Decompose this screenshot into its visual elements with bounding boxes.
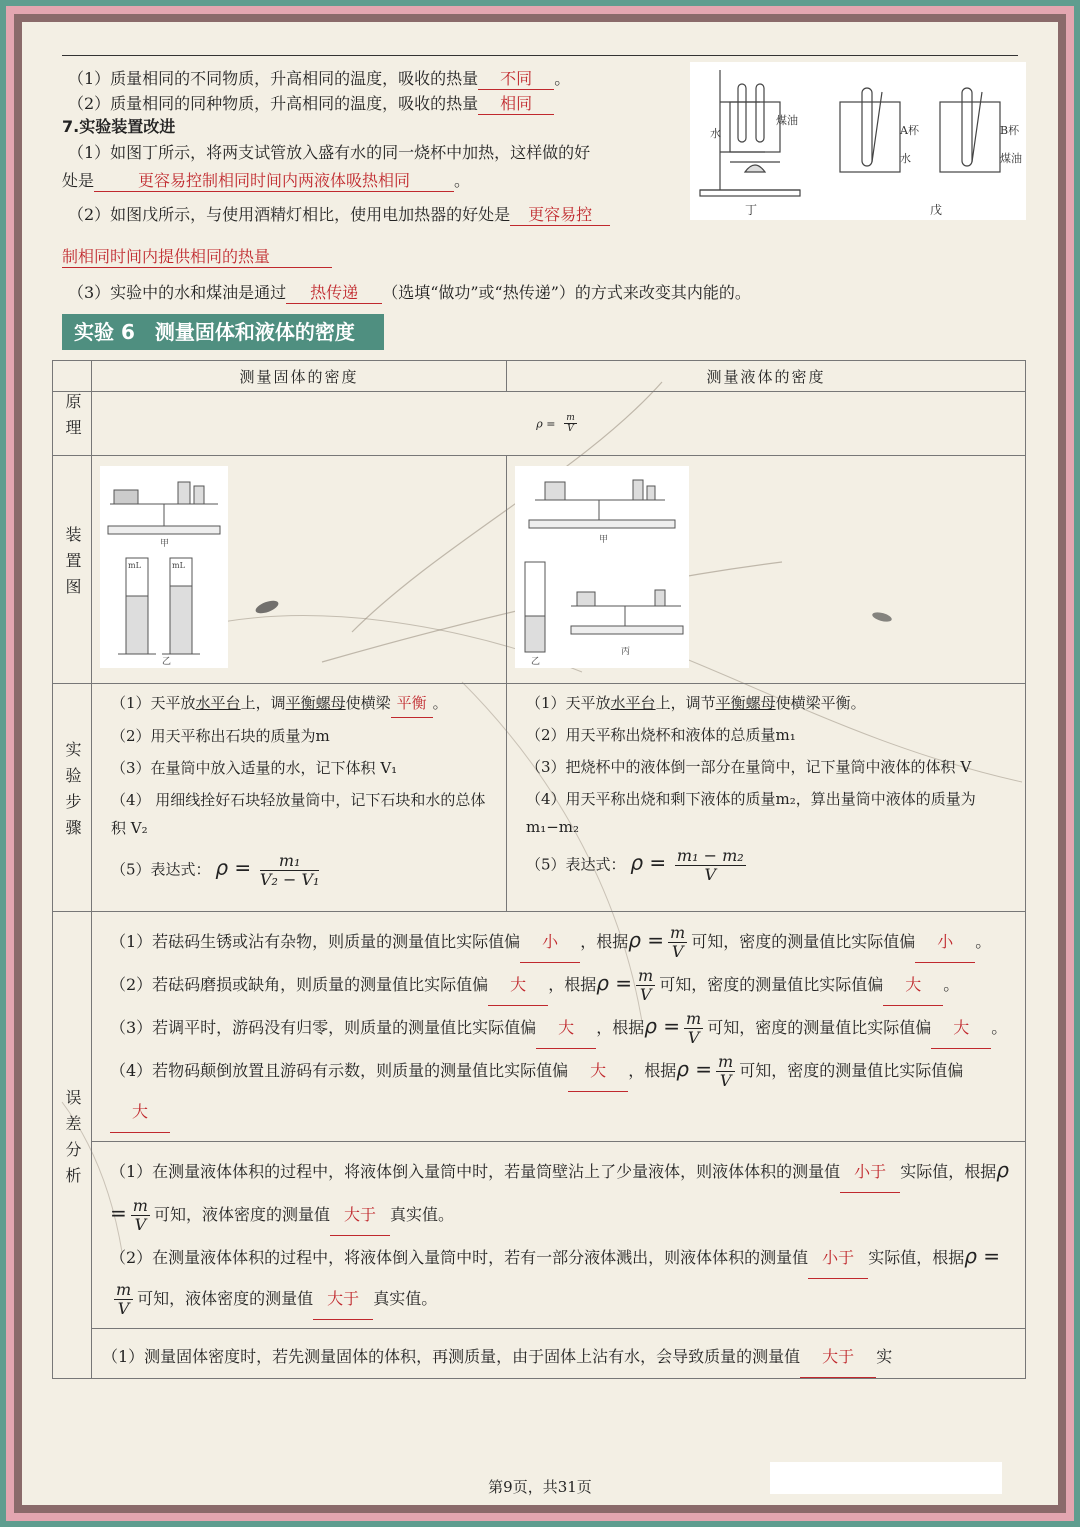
error-a-text-3: 可知，密度的测量值比实际值偏 <box>659 975 884 994</box>
liquid-step-1-u2: 平衡螺母 <box>715 694 776 712</box>
item-2 <box>68 91 554 115</box>
item-7-2-cont <box>62 244 332 268</box>
error-a-rho: ρ = <box>644 1014 681 1038</box>
density-table <box>52 360 1026 1379</box>
error-a-answer-1: 小 <box>520 922 580 963</box>
apparatus-liquid-cell <box>507 456 1026 684</box>
section-7-title: 7.实验装置改进 <box>62 117 176 136</box>
row-label-principle <box>53 392 92 456</box>
error-b-answer-2: 大于 <box>313 1279 373 1320</box>
row-label-apparatus <box>53 456 92 684</box>
error-c-text-1: （1）测量固体密度时，若先测量固体的体积，再测质量，由于固体上沾有水，会导致质量的测量值 <box>102 1347 801 1366</box>
error-b-fraction-num: m <box>132 1196 148 1215</box>
fig-label-cup-a: A杯 <box>900 124 919 137</box>
error-a-text-4: 。 <box>991 1018 1008 1037</box>
item-7-2-answer-a: 更容易控 <box>510 202 610 226</box>
error-a-text-2: ，根据 <box>628 1061 677 1080</box>
error-a-text-3: 可知，密度的测量值比实际值偏 <box>707 1018 932 1037</box>
error-a-fraction-den: V <box>639 985 652 1004</box>
error-a-text-2: ，根据 <box>580 932 629 951</box>
error-a-item-2 <box>102 963 1015 1006</box>
item-1: （1）质量相同的不同物质，升高相同的温度，吸收的热量 不同 。 <box>68 66 570 90</box>
liquid-step-5 <box>518 847 1014 884</box>
apparatus-solid-figure <box>100 466 228 668</box>
error-b-text-3: 可知，液体密度的测量值 <box>137 1289 314 1308</box>
error-a-text-2: ，根据 <box>548 975 597 994</box>
error-a-answer-1: 大 <box>488 965 548 1006</box>
liquid-balance-cylinder-illustration <box>515 466 689 668</box>
fig-label-water-2: 水 <box>900 152 911 165</box>
col-header-liquid: 测量液体的密度 <box>507 361 1026 392</box>
error-b-text-4: 真实值。 <box>373 1289 438 1308</box>
error-b-answer-1: 小于 <box>840 1152 900 1193</box>
solid-step-1d: 。 <box>432 694 448 712</box>
apparatus-solid-cell <box>92 456 507 684</box>
solid-step-5 <box>103 852 495 889</box>
error-a-text-4: 。 <box>943 975 960 994</box>
solid-step-1 <box>103 689 495 718</box>
item-7-3 <box>68 280 751 304</box>
item-7-2-answer-b: 制相同时间内提供相同的热量 <box>62 244 332 268</box>
solid-step-1a: （1）天平放 <box>111 694 196 712</box>
solid-expr-den: V₂ − V₁ <box>259 870 320 889</box>
error-a-answer-1: 大 <box>536 1008 596 1049</box>
solid-step-1-u2: 平衡螺母 <box>285 694 346 712</box>
liquid-step-1b: 上，调节 <box>655 694 716 712</box>
row-label-principle-text: 原理 <box>63 393 82 445</box>
solid-step-1b: 上，调 <box>240 694 286 712</box>
error-b-text-4: 真实值。 <box>389 1205 454 1224</box>
item-7-2-text: （2）如图戊所示，与使用酒精灯相比，使用电加热器的好处是 <box>68 205 511 224</box>
solid-step-5-label: （5）表达式： <box>111 860 211 879</box>
error-b-text-1: （2）在测量液体体积的过程中，将液体倒入量筒中时，若有一部分液体溅出，则液体体积的测量值 <box>110 1248 809 1267</box>
solid-step-3: （3）在量筒中放入适量的水，记下体积 V₁ <box>111 759 398 777</box>
error-b-text-2: 实际值，根据 <box>868 1248 965 1267</box>
error-c-answer-1: 大于 <box>800 1337 876 1378</box>
error-a-fraction <box>684 1010 703 1047</box>
error-a-fraction <box>636 967 655 1004</box>
error-a-fraction-den: V <box>687 1028 700 1047</box>
solid-expr-num: m₁ <box>260 852 320 871</box>
error-b-rho: ρ = <box>964 1244 1001 1268</box>
error-a-item-1 <box>102 920 1015 963</box>
liquid-step-4: （4）用天平称出烧和剩下液体的质量m₂，算出量筒中液体的质量为 m₁−m₂ <box>526 790 976 836</box>
fig-label-kerosene: 煤油 <box>776 114 798 127</box>
error-a-answer-2: 大 <box>110 1092 170 1133</box>
error-b-item-2 <box>102 1236 1015 1320</box>
row-label-apparatus-text: 装置图 <box>63 526 82 604</box>
solid-expr-rho: ρ = <box>215 855 252 880</box>
error-a-answer-2: 大 <box>883 965 943 1006</box>
solid-fig-label-mL-1: mL <box>128 561 141 570</box>
liquid-expr-num: m₁ − m₂ <box>676 846 744 865</box>
error-b-fraction-den: V <box>117 1299 130 1318</box>
liquid-step-5-label: （5）表达式： <box>526 855 626 874</box>
col-header-solid: 测量固体的密度 <box>92 361 507 392</box>
error-a-text-1: （1）若砝码生锈或沾有杂物，则质量的测量值比实际值偏 <box>110 932 521 951</box>
item-7-1-prefix: 处是 <box>62 171 95 190</box>
error-b-text-3: 可知，液体密度的测量值 <box>153 1205 330 1224</box>
error-a-answer-2: 大 <box>931 1008 991 1049</box>
section-title-experiment-6: 实验 6 测量固体和液体的密度 <box>62 314 384 350</box>
error-a-item-3 <box>102 1006 1015 1049</box>
item-2-answer: 相同 <box>478 91 554 115</box>
liquid-fig-label-yi: 乙 <box>531 657 541 667</box>
error-a-item-4 <box>102 1049 1015 1133</box>
liquid-step-1 <box>518 689 1014 717</box>
solid-step-1-answer: 平衡 <box>391 689 433 718</box>
liquid-step-1a: （1）天平放 <box>526 694 611 712</box>
liquid-step-1c: 使横梁平衡。 <box>775 694 866 712</box>
item-1-text: （1）质量相同的不同物质，升高相同的温度，吸收的热量 <box>68 69 479 88</box>
steps-liquid-cell <box>507 684 1026 912</box>
error-b-text-2: 实际值，根据 <box>900 1162 997 1181</box>
error-b-fraction-den: V <box>134 1215 147 1234</box>
error-a-fraction-num: m <box>718 1052 734 1071</box>
error-analysis-liquid <box>92 1142 1026 1329</box>
principle-cell <box>92 392 1026 456</box>
solid-step-1-u1: 水平台 <box>195 694 241 712</box>
page-number: 第9页，共31页 <box>488 1478 592 1496</box>
error-a-text-4: 。 <box>975 932 992 951</box>
error-b-fraction <box>131 1197 150 1234</box>
error-a-fraction-den: V <box>671 942 684 961</box>
error-a-text-1: （4）若物码颠倒放置且游码有示数，则质量的测量值比实际值偏 <box>110 1061 569 1080</box>
solid-step-2: （2）用天平称出石块的质量为m <box>111 727 330 745</box>
error-a-answer-2: 小 <box>915 922 975 963</box>
item-7-3-text-a: （3）实验中的水和煤油是通过 <box>68 283 287 302</box>
error-a-fraction <box>668 924 687 961</box>
error-b-fraction-num: m <box>116 1280 132 1299</box>
document-page <box>22 22 1058 1505</box>
fig-label-water: 水 <box>710 127 721 140</box>
liquid-expr-den: V <box>704 865 717 884</box>
row-label-error <box>53 912 92 1379</box>
apparatus-illustration <box>690 62 1026 220</box>
error-a-fraction-den: V <box>719 1071 732 1090</box>
principle-num: m <box>566 413 575 423</box>
solid-expr-fraction <box>260 852 320 889</box>
item-7-1-answer-line: 处是 更容易控制相同时间内两液体吸热相同 。 <box>62 168 470 192</box>
error-analysis-balance <box>92 912 1026 1142</box>
fig-caption-ding: 丁 <box>745 203 758 217</box>
item-1-answer: 不同 <box>478 66 554 90</box>
error-a-fraction-num: m <box>638 966 654 985</box>
apparatus-liquid-figure <box>515 466 689 668</box>
row-label-steps-text: 实验步骤 <box>63 741 82 845</box>
error-b-item-1 <box>102 1150 1015 1236</box>
top-rule <box>62 55 1018 56</box>
row-label-error-text: 误差分析 <box>63 1088 82 1193</box>
principle-den: V <box>567 424 574 434</box>
fig-label-cup-b: B杯 <box>1000 124 1020 137</box>
liquid-expr-rho: ρ = <box>630 850 667 875</box>
row-label-steps <box>53 684 92 912</box>
solid-step-4: （4） 用细线拴好石块轻放量筒中，记下石块和水的总体积 V₂ <box>111 791 486 837</box>
fig-label-kerosene-2: 煤油 <box>1000 152 1022 165</box>
error-a-text-1: （2）若砝码磨损或缺角，则质量的测量值比实际值偏 <box>110 975 489 994</box>
solid-fig-label-yi: 乙 <box>162 657 172 667</box>
error-a-text-3: 可知，密度的测量值比实际值偏 <box>691 932 916 951</box>
principle-fraction <box>564 413 577 434</box>
error-a-answer-1: 大 <box>568 1051 628 1092</box>
liquid-step-2: （2）用天平称出烧杯和液体的总质量m₁ <box>526 726 796 744</box>
steps-solid-cell <box>92 684 507 912</box>
error-b-answer-1: 小于 <box>808 1238 868 1279</box>
item-7-3-text-b: （选填“做功”或“热传递”）的方式来改变其内能的。 <box>382 283 751 302</box>
error-b-text-1: （1）在测量液体体积的过程中，将液体倒入量筒中时，若量筒壁沾上了少量液体，则液体体积的测量值 <box>110 1162 841 1181</box>
error-analysis-solid <box>92 1329 1026 1379</box>
item-7-1-answer: 更容易控制相同时间内两液体吸热相同 <box>94 168 454 192</box>
solid-balance-cylinders-illustration <box>100 466 228 668</box>
error-c-text-2: 实 <box>876 1347 893 1366</box>
solid-fig-label-jia: 甲 <box>160 539 170 549</box>
error-a-fraction-num: m <box>670 923 686 942</box>
liquid-fig-label-jia: 甲 <box>599 535 609 545</box>
item-7-2 <box>68 202 610 226</box>
liquid-step-3: （3）把烧杯中的液体倒一部分在量筒中，记下量筒中液体的体积 V <box>526 758 972 776</box>
error-a-text-1: （3）若调平时，游码没有归零，则质量的测量值比实际值偏 <box>110 1018 537 1037</box>
error-b-fraction <box>114 1281 133 1318</box>
item-7-3-answer: 热传递 <box>286 280 382 304</box>
principle-lhs: ρ = <box>536 417 556 431</box>
error-a-rho: ρ = <box>676 1057 713 1081</box>
liquid-fig-label-bing: 丙 <box>621 647 631 657</box>
item-7-1-text: （1）如图丁所示，将两支试管放入盛有水的同一烧杯中加热，这样做的好 <box>68 143 591 162</box>
fig-caption-wu: 戊 <box>930 203 943 217</box>
error-a-text-3: 可知，密度的测量值比实际值偏 <box>739 1061 964 1080</box>
error-a-text-2: ，根据 <box>596 1018 645 1037</box>
solid-fig-label-mL-2: mL <box>172 561 185 570</box>
error-a-fraction-num: m <box>686 1009 702 1028</box>
solid-step-1c: 使横梁 <box>345 694 391 712</box>
item-2-text: （2）质量相同的同种物质，升高相同的温度，吸收的热量 <box>68 94 479 113</box>
error-a-rho: ρ = <box>628 928 665 952</box>
liquid-step-1-u1: 水平台 <box>610 694 656 712</box>
figure-ding-wu <box>690 62 1026 220</box>
error-a-rho: ρ = <box>596 971 633 995</box>
error-b-rho: ρ = <box>110 1158 1009 1225</box>
header-corner <box>53 361 92 392</box>
error-b-answer-2: 大于 <box>330 1195 390 1236</box>
liquid-expr-fraction <box>675 847 746 884</box>
error-a-fraction <box>716 1053 735 1090</box>
